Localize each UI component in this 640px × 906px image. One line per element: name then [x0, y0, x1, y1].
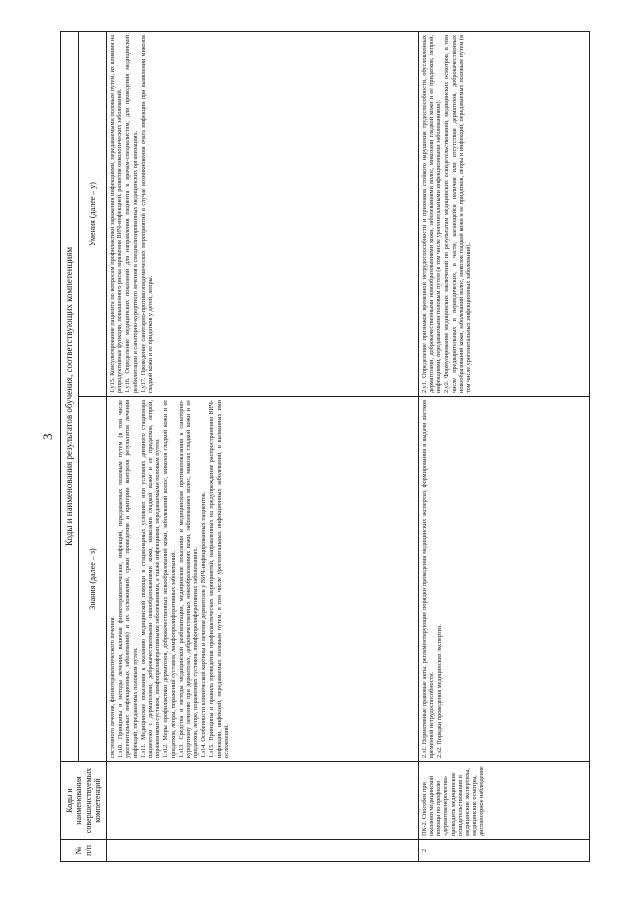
header-skills: Умения (далее – у)	[79, 32, 107, 397]
skills-cell	[418, 32, 589, 397]
rotated-table-wrapper	[60, 32, 590, 862]
table-row	[107, 32, 419, 862]
knowledge-cell	[107, 397, 419, 762]
header-knowledge: Знания (далее – з)	[79, 397, 107, 762]
knowledge-item: системного лечения, физиотерапевтического лечения.	[109, 616, 116, 758]
header-competency: Коды и наименования совершенствуемых компетенций	[61, 762, 107, 840]
table-row	[418, 32, 589, 862]
skills-item: 2.у2. Формулирование медицинских заключений по результатам медицинских освидетельствований, медицинских осмотров, в том числе предварительных и периодических, в части, касающейся наличия или отсутствия дерматозов, доброкачественных новообразований кожи, заболеваний волос, микозов гладкой кожи и ее придатков, лепры и инфекций, передаваемых половым путем (в том числе урогенитальных инфекционных заболеваний).	[443, 35, 472, 393]
competency-table	[60, 31, 590, 862]
row-number: 2	[418, 840, 589, 862]
knowledge-item: 1.з13. Средства и методы медицинской реабилитации, медицинские показания и медицинские противопоказания к санаторно-курортному лечению при дерматозах, доброкачественных новообразованиях кожи, заболеваниях волос, микозах гладкой кожи и ее придатков, лепре, поражениях суставов, лимфопролиферативных заболеваниях.	[177, 400, 200, 758]
knowledge-item: 1.з14. Особенности клинической картины и лечения дерматозов у ВИЧ-инфицированных пациентов.	[200, 491, 208, 758]
knowledge-cell	[418, 397, 589, 762]
knowledge-item: 1.з15. Принципы и правила проведения профилактических мероприятий, направленных на предупреждение распространения ВИЧ-инфекции, инфекций, передаваемых половым путем, в том числе урогенитальных инфекционных заболеваний, и вызванных ими осложнений.	[208, 400, 230, 758]
knowledge-item: 2.з1. Нормативные правовые акты, регламентирующие порядки проведения медицинских экспертиз, формирования и выдачи листков временной нетрудоспособности.	[420, 400, 436, 758]
competency-cell	[107, 762, 419, 840]
skills-item: 2.у1. Определение признаков временной нетрудоспособности и признаков стойкого нарушения трудоспособности, обусловленных дерматозами, доброкачественными новообразованиями кожи, заболеваниями волос, микозами гладкой кожи и ее придатков, лепрой, инфекциями, передаваемыми половым путем (в том числе урогенитальными инфекционными заболеваниями).	[420, 35, 443, 393]
knowledge-item: 1.з11. Медицинские показания к оказанию медицинской помощи в стационарных условиях или условиях дневного стационара пациентам с дерматозами, доброкачественными новообразованиями кожи, микозами гладкой кожи и ее придатков, лепрой, поражениями суставов, лимфопролиферативными заболеваниями, а также инфекциями, передаваемыми половым путем.	[139, 400, 162, 758]
skills-item: 1.у15. Консультирование пациента по вопросам профилактики заражения инфекциями, передаваемыми половым путем, их влияния на репродуктивные функции, повышенного риска заражения ВИЧ-инфекцией, развития онкологических заболеваний.	[109, 35, 124, 393]
knowledge-item: 1.з12. Меры профилактики дерматозов, доброкачественных новообразований кожи, заболеваний волос, микозов гладкой кожи и ее придатков, лепры, поражений суставов, лимфопролиферативных заболеваний.	[162, 400, 177, 758]
competency-cell: ПК-2. Способен при оказании медицинской помощи по профилю «дерматовенерология» проводить медицинские освидетельствования и медицинские экспертизы, медицинские осмотры, диспансерное наблюдение	[418, 762, 589, 840]
skills-item: 1.у16. Определение медицинских показаний для направления пациента к врачам-специалистам, для проведения медицинской реабилитации и санаторно-курортного лечения в специализированных медицинских организациях.	[124, 35, 139, 393]
skills-item: 1.у17. Проведение санитарно-противоэпидемических мероприятий в случае возникновения очага инфекции при выявлении микозов гладкой кожи и ее придатков у детей, лепры.	[139, 35, 154, 393]
page-number: 3	[40, 433, 55, 440]
header-num: № п/п	[61, 840, 107, 862]
knowledge-item: 1.з10. Принципы и методы лечения, включая физиотерапевтические, инфекций, передаваемых половым путем (в том числе урогенитальных инфекционных заболеваний) и их осложнений, сроки проведения и критерии контроля результатов лечения инфекций, передаваемых половым путем.	[117, 400, 139, 758]
knowledge-item: 2.з2. Порядки проведения медицинских экспертиз.	[436, 624, 444, 758]
skills-cell	[107, 32, 419, 397]
header-results-group: Коды и наименования результатов обучения, соответствующих компетенциям	[61, 32, 79, 762]
row-number	[107, 840, 419, 862]
